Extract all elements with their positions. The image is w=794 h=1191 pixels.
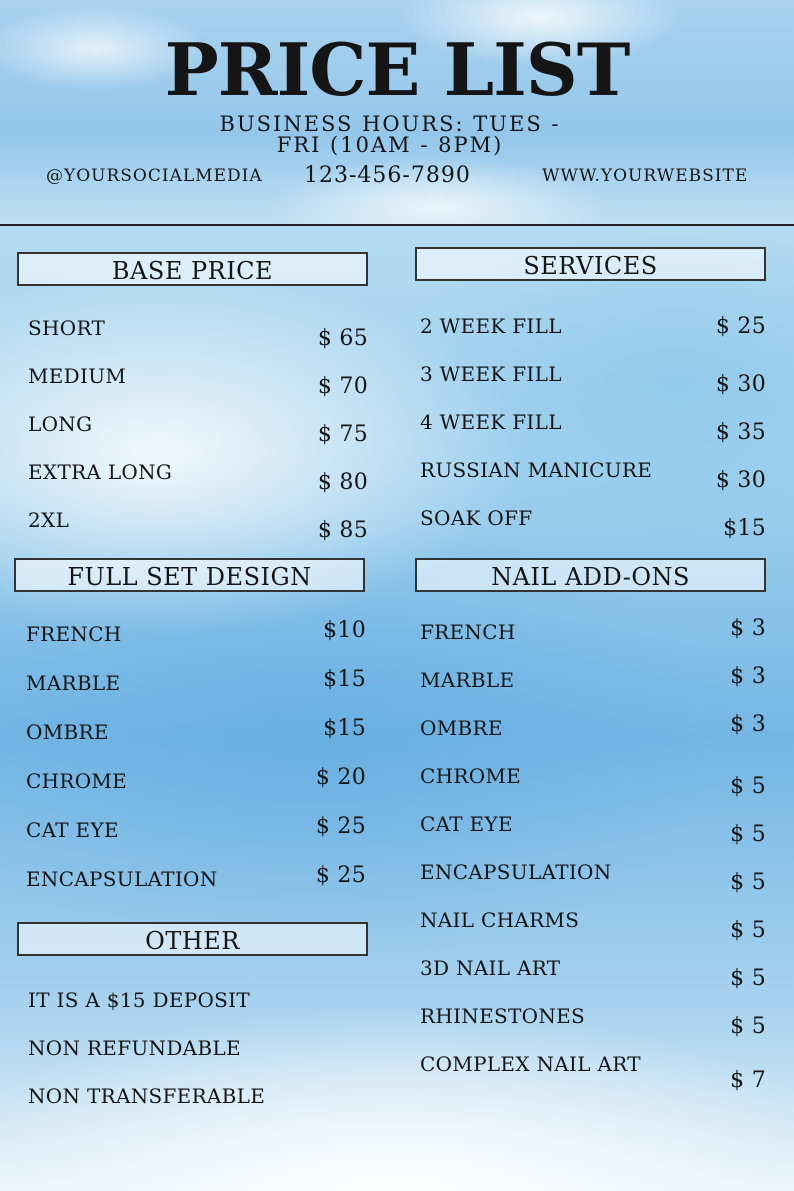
item-price: $ 5 (730, 1014, 766, 1039)
list-item (420, 458, 766, 506)
item-price: $ 5 (730, 918, 766, 943)
item-price: $ 5 (730, 822, 766, 847)
item-label: CHROME (26, 769, 128, 793)
item-label: 4 WEEK FILL (420, 410, 562, 434)
list-item (420, 860, 766, 908)
list-item (26, 863, 366, 916)
list-item (26, 618, 366, 671)
item-price: $ 25 (315, 863, 366, 888)
item-price: $ 5 (730, 966, 766, 991)
item-label: ENCAPSULATION (26, 867, 218, 891)
note-line: IT IS A $15 DEPOSIT (28, 988, 251, 1012)
item-price: $ 30 (715, 372, 766, 397)
list-item (26, 765, 366, 818)
item-label: CAT EYE (420, 812, 513, 836)
item-price: $ 20 (315, 765, 366, 790)
list-item (420, 908, 766, 956)
list-item (28, 364, 368, 412)
item-label: MARBLE (420, 668, 515, 692)
item-label: FRENCH (420, 620, 516, 644)
item-label: COMPLEX NAIL ART (420, 1052, 641, 1076)
item-price: $ 80 (317, 470, 368, 495)
item-price: $ 5 (730, 870, 766, 895)
list-item (420, 362, 766, 410)
list-item (420, 764, 766, 812)
item-label: OMBRE (26, 720, 109, 744)
item-price: $15 (723, 516, 766, 541)
item-label: RHINESTONES (420, 1004, 586, 1028)
list-item (28, 412, 368, 460)
item-label: MEDIUM (28, 364, 127, 388)
other-title: OTHER (17, 922, 368, 956)
full-set-design-title: FULL SET DESIGN (14, 558, 365, 592)
item-price: $ 65 (317, 326, 368, 351)
list-item (28, 508, 368, 556)
list-item (420, 812, 766, 860)
website: WWW.YOURWEBSITE (542, 166, 749, 186)
list-item (28, 316, 368, 364)
base-price-title: BASE PRICE (17, 252, 368, 286)
item-label: 2XL (28, 508, 70, 532)
item-price: $ 75 (317, 422, 368, 447)
item-price: $15 (323, 667, 366, 692)
item-price: $ 35 (715, 420, 766, 445)
list-item (26, 716, 366, 769)
nail-addons-list (420, 616, 766, 1100)
phone-number: 123-456-7890 (304, 163, 471, 188)
list-item (420, 956, 766, 1004)
note-line: NON REFUNDABLE (28, 1036, 241, 1060)
services-list (420, 314, 766, 554)
services-title: SERVICES (415, 247, 766, 281)
full-set-design-list (26, 618, 366, 916)
item-label: 2 WEEK FILL (420, 314, 562, 338)
item-label: ENCAPSULATION (420, 860, 612, 884)
item-price: $ 3 (730, 664, 766, 689)
item-price: $ 3 (730, 712, 766, 737)
list-item (420, 314, 766, 362)
item-label: EXTRA LONG (28, 460, 173, 484)
item-label: OMBRE (420, 716, 503, 740)
list-item (420, 1004, 766, 1052)
list-item (26, 814, 366, 867)
item-label: SOAK OFF (420, 506, 533, 530)
note-line: NON TRANSFERABLE (28, 1084, 266, 1108)
item-price: $ 5 (730, 774, 766, 799)
item-price: $ 30 (715, 468, 766, 493)
item-price: $ 25 (715, 314, 766, 339)
item-label: NAIL CHARMS (420, 908, 580, 932)
list-item (420, 664, 766, 716)
item-label: MARBLE (26, 671, 121, 695)
item-price: $ 7 (730, 1068, 766, 1093)
list-item (28, 460, 368, 508)
item-price: $ 25 (315, 814, 366, 839)
item-label: RUSSIAN MANICURE (420, 458, 653, 482)
nail-addons-title: NAIL ADD-ONS (415, 558, 766, 592)
item-label: CHROME (420, 764, 522, 788)
page-title: PRICE LIST (164, 27, 630, 112)
item-price: $ 70 (317, 374, 368, 399)
item-label: CAT EYE (26, 818, 119, 842)
business-hours: BUSINESS HOURS: TUES - FRI (10AM - 8PM) (219, 112, 561, 157)
list-item (26, 667, 366, 720)
list-item (420, 506, 766, 554)
other-notes (28, 988, 265, 1132)
base-price-list (28, 316, 368, 556)
header (0, 0, 794, 226)
item-label: 3 WEEK FILL (420, 362, 562, 386)
item-label: 3D NAIL ART (420, 956, 561, 980)
list-item (420, 616, 766, 668)
item-price: $15 (323, 716, 366, 741)
item-label: FRENCH (26, 622, 122, 646)
item-label: LONG (28, 412, 93, 436)
item-label: SHORT (28, 316, 106, 340)
item-price: $ 85 (317, 518, 368, 543)
item-price: $10 (323, 618, 366, 643)
social-handle: @YOURSOCIALMEDIA (46, 166, 263, 186)
item-price: $ 3 (730, 616, 766, 641)
list-item (420, 1052, 766, 1100)
list-item (420, 410, 766, 458)
list-item (420, 712, 766, 764)
